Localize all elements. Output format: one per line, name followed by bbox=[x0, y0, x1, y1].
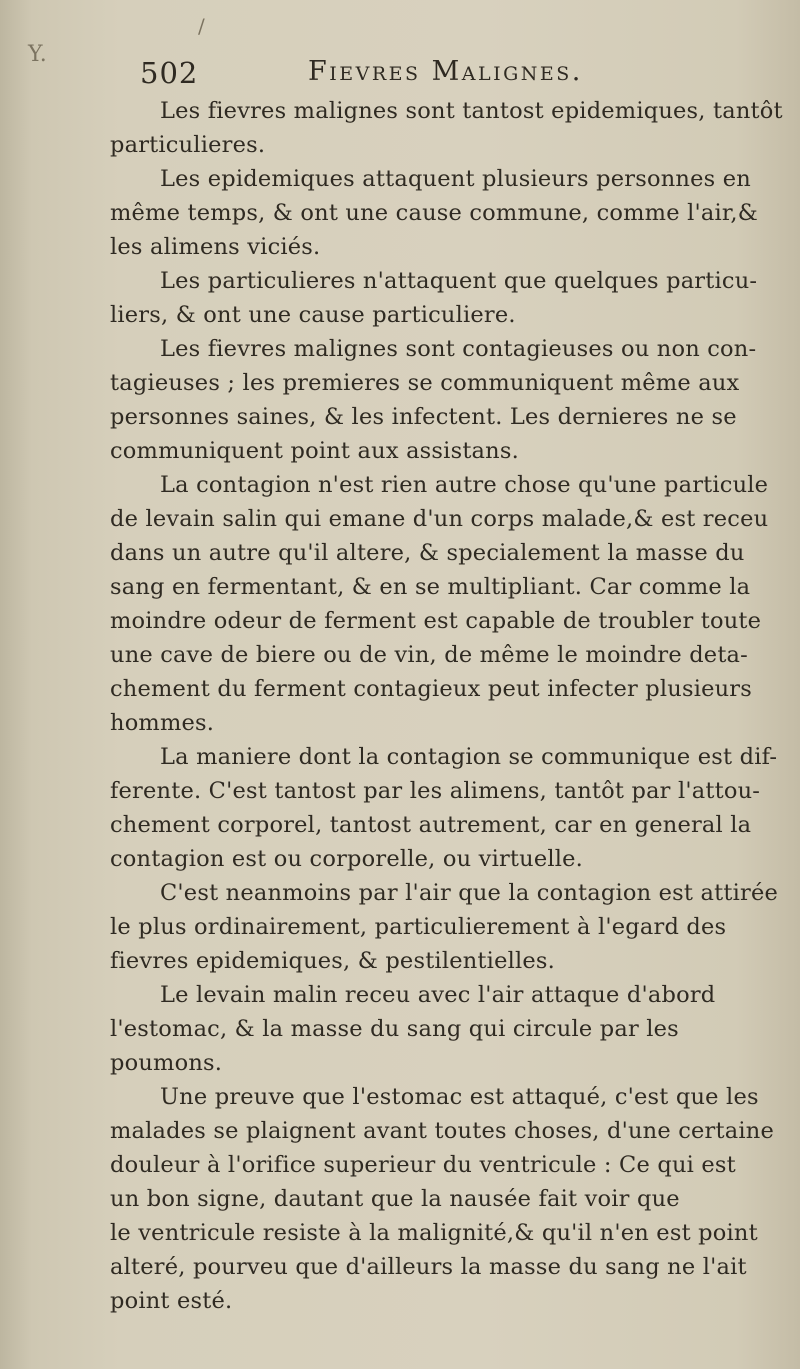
text-line: personnes saines, & les infectent. Les dernieres ne se bbox=[110, 404, 737, 430]
page-number: 502 bbox=[140, 56, 199, 90]
margin-mark: Y. bbox=[28, 42, 47, 67]
text-line: Le levain malin receu avec l'air attaque d'abord bbox=[160, 982, 716, 1008]
text-line: fievres epidemiques, & pestilentielles. bbox=[110, 948, 555, 974]
text-line: poumons. bbox=[110, 1050, 223, 1076]
running-title: Fievres Malignes. bbox=[308, 56, 583, 87]
page-header bbox=[140, 50, 780, 92]
text-line: même temps, & ont une cause commune, comme l'air,& bbox=[110, 200, 758, 226]
text-line: ferente. C'est tantost par les alimens, tantôt par l'attou- bbox=[110, 778, 761, 804]
text-line: chement corporel, tantost autrement, car en general la bbox=[110, 812, 752, 838]
text-line: contagion est ou corporelle, ou virtuelle. bbox=[110, 846, 584, 872]
body-text bbox=[110, 94, 790, 1318]
text-line: le plus ordinairement, particulierement à l'egard des bbox=[110, 914, 727, 940]
text-line: hommes. bbox=[110, 710, 215, 736]
text-line: Une preuve que l'estomac est attaqué, c'est que les bbox=[160, 1084, 759, 1110]
text-line: point esté. bbox=[110, 1288, 233, 1314]
text-line: liers, & ont une cause particuliere. bbox=[110, 302, 516, 328]
text-line: le ventricule resiste à la malignité,& qu'il n'en est point bbox=[110, 1220, 758, 1246]
text-line: une cave de biere ou de vin, de même le moindre deta- bbox=[110, 642, 748, 668]
text-line: les alimens viciés. bbox=[110, 234, 321, 260]
text-line: dans un autre qu'il altere, & specialement la masse du bbox=[110, 540, 745, 566]
text-line: C'est neanmoins par l'air que la contagion est attirée bbox=[160, 880, 779, 906]
text-line: un bon signe, dautant que la nausée fait voir que bbox=[110, 1186, 680, 1212]
text-line: chement du ferment contagieux peut infecter plusieurs bbox=[110, 676, 753, 702]
text-line: sang en fermentant, & en se multipliant. Car comme la bbox=[110, 574, 751, 600]
text-line: tagieuses ; les premieres se communiquent même aux bbox=[110, 370, 740, 396]
text-line: de levain salin qui emane d'un corps malade,& est receu bbox=[110, 506, 769, 532]
text-line: alteré, pourveu que d'ailleurs la masse du sang ne l'ait bbox=[110, 1254, 747, 1280]
text-line: Les epidemiques attaquent plusieurs personnes en bbox=[160, 166, 751, 192]
text-line: Les fievres malignes sont contagieuses ou non con- bbox=[160, 336, 757, 362]
text-line: La contagion n'est rien autre chose qu'une particule bbox=[160, 472, 769, 498]
text-line: Les fievres malignes sont tantost epidemiques, tantôt bbox=[160, 98, 783, 124]
text-line: particulieres. bbox=[110, 132, 266, 158]
text-line: La maniere dont la contagion se communique est dif- bbox=[160, 744, 778, 770]
text-line: douleur à l'orifice superieur du ventricule : Ce qui est bbox=[110, 1152, 736, 1178]
text-line: Les particulieres n'attaquent que quelques particu- bbox=[160, 268, 758, 294]
margin-mark: / bbox=[198, 14, 205, 38]
text-line: l'estomac, & la masse du sang qui circule par les bbox=[110, 1016, 679, 1042]
text-line: moindre odeur de ferment est capable de troubler toute bbox=[110, 608, 762, 634]
text-line: communiquent point aux assistans. bbox=[110, 438, 519, 464]
text-line: malades se plaignent avant toutes choses, d'une certaine bbox=[110, 1118, 774, 1144]
